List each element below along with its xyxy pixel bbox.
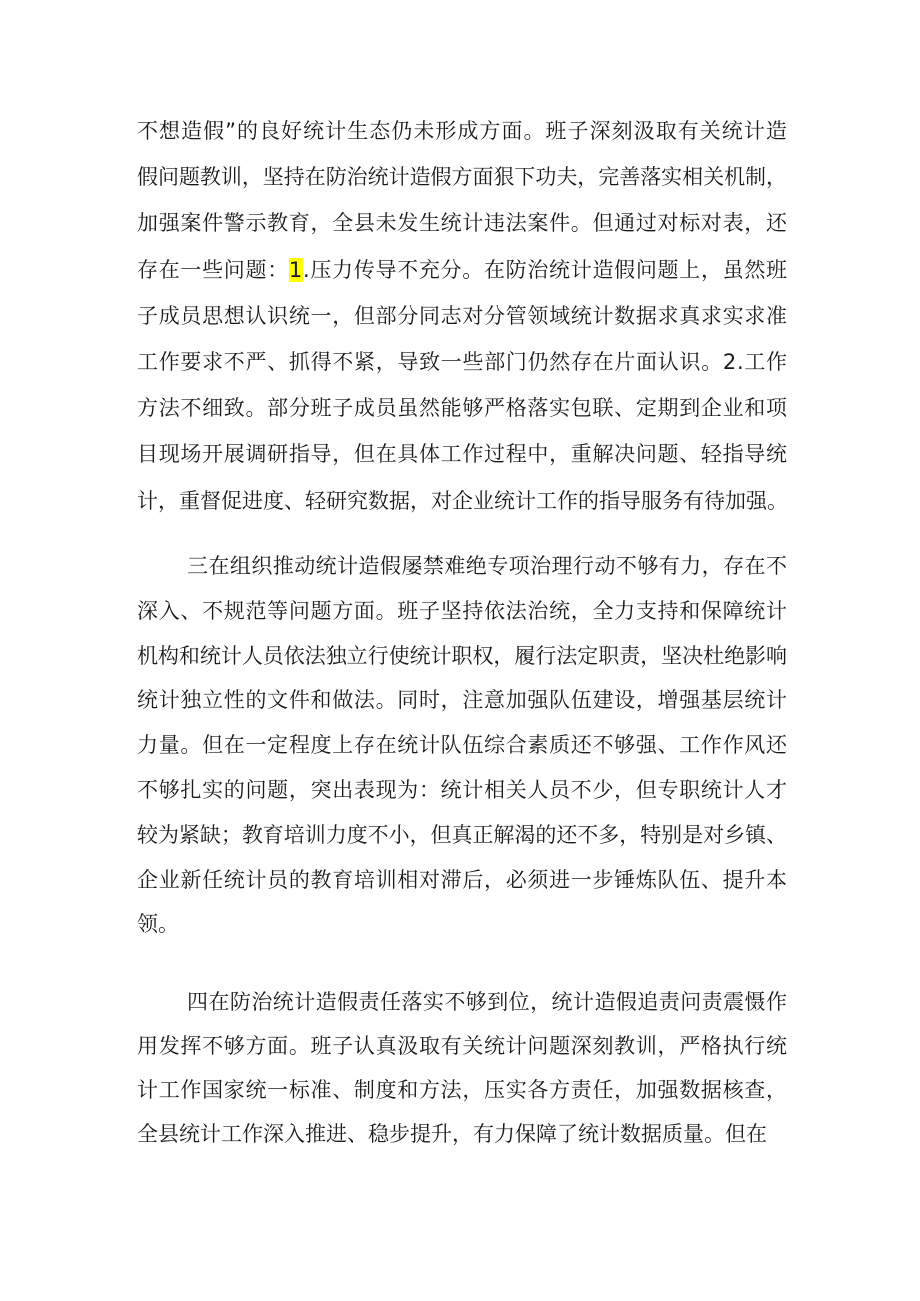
text-segment: 统计独立性的文件和做法。同时，注意加强队伍建设，增强基层统计 <box>137 688 788 713</box>
text-line <box>137 439 788 469</box>
text-segment: 四在防治统计造假责任落实不够到位，统计造假追责问责震慑作 <box>187 990 788 1014</box>
text-segment: 企业新任统计员的教育培训相对滞后，必须进一步锤炼队伍、提升本 <box>137 867 788 892</box>
text-segment: 较为紧缺；教育培训力度不小，但真正解渴的还不多，特别是对乡镇、 <box>137 822 787 847</box>
text-segment: 存在一些问题： <box>137 257 289 282</box>
text-segment: 方法不细致。部分班子成员虽然能够严格落实包联、定期到企业和项 <box>137 396 788 421</box>
text-segment: 计，重督促进度、轻研究数据，对企业统计工作的指导服务有待加强。 <box>137 488 788 513</box>
text-segment: 加强案件警示教育，全县未发生统计违法案件。但通过对标对表，还 <box>137 211 788 236</box>
text-segment: 全县统计工作深入推进、稳步提升，有力保障了统计数据质量。但在 <box>137 1122 767 1146</box>
text-segment: 不够扎实的问题，突出表现为：统计相关人员不少，但专职统计人才 <box>137 778 788 802</box>
text-segment: 用发挥不够方面。班子认真汲取有关统计问题深刻教训，严格执行统 <box>137 1034 788 1058</box>
text-segment: 机构和统计人员依法独立行使统计职权，履行法定职责，坚决杜绝影响 <box>137 643 787 668</box>
text-segment: .压力传导不充分。在防治统计造假问题上，虽然班 <box>302 257 788 282</box>
text-segment: 子成员思想认识统一，但部分同志对分管领域统计数据求真求实求准 <box>137 303 788 328</box>
text-line <box>137 162 787 192</box>
text-line <box>137 1119 767 1149</box>
text-segment: 领。 <box>137 912 179 937</box>
text-line <box>137 486 788 516</box>
text-line <box>137 255 788 285</box>
text-segment: 力量。但在一定程度上存在统计队伍综合素质还不够强、工作作风还 <box>137 733 788 758</box>
text-line <box>137 596 788 626</box>
text-line <box>137 116 788 146</box>
text-segment: 假问题教训，坚持在防治统计造假方面狠下功夫，完善落实相关机制， <box>137 165 787 190</box>
text-segment: 计工作国家统一标准、制度和方法，压实各方责任，加强数据核查， <box>137 1078 788 1102</box>
text-segment: 深入、不规范等问题方面。班子坚持依法治统，全力支持和保障统计 <box>137 598 788 623</box>
text-line <box>137 820 787 850</box>
text-line <box>137 208 788 238</box>
text-line <box>137 641 787 671</box>
text-line <box>137 347 788 377</box>
text-line <box>187 551 787 581</box>
text-line <box>187 987 787 1017</box>
text-line <box>137 865 788 895</box>
text-line <box>137 393 788 423</box>
text-line <box>137 775 788 805</box>
text-segment: 工作要求不严、抓得不紧，导致一些部门仍然存在片面认识。2.工作 <box>137 350 788 374</box>
text-segment: 三在组织推动统计造假屡禁难绝专项治理行动不够有力，存在不 <box>187 554 788 578</box>
text-line <box>137 301 788 331</box>
highlighted-text: 1 <box>288 257 303 282</box>
text-line <box>137 1075 788 1105</box>
text-segment: 不想造假”的良好统计生态仍未形成方面。班子深刻汲取有关统计造 <box>137 119 788 143</box>
text-line <box>137 909 179 939</box>
text-line <box>137 730 788 760</box>
text-line <box>137 685 788 715</box>
text-line <box>137 1031 788 1061</box>
text-segment: 目现场开展调研指导，但在具体工作过程中，重解决问题、轻指导统 <box>137 442 788 467</box>
